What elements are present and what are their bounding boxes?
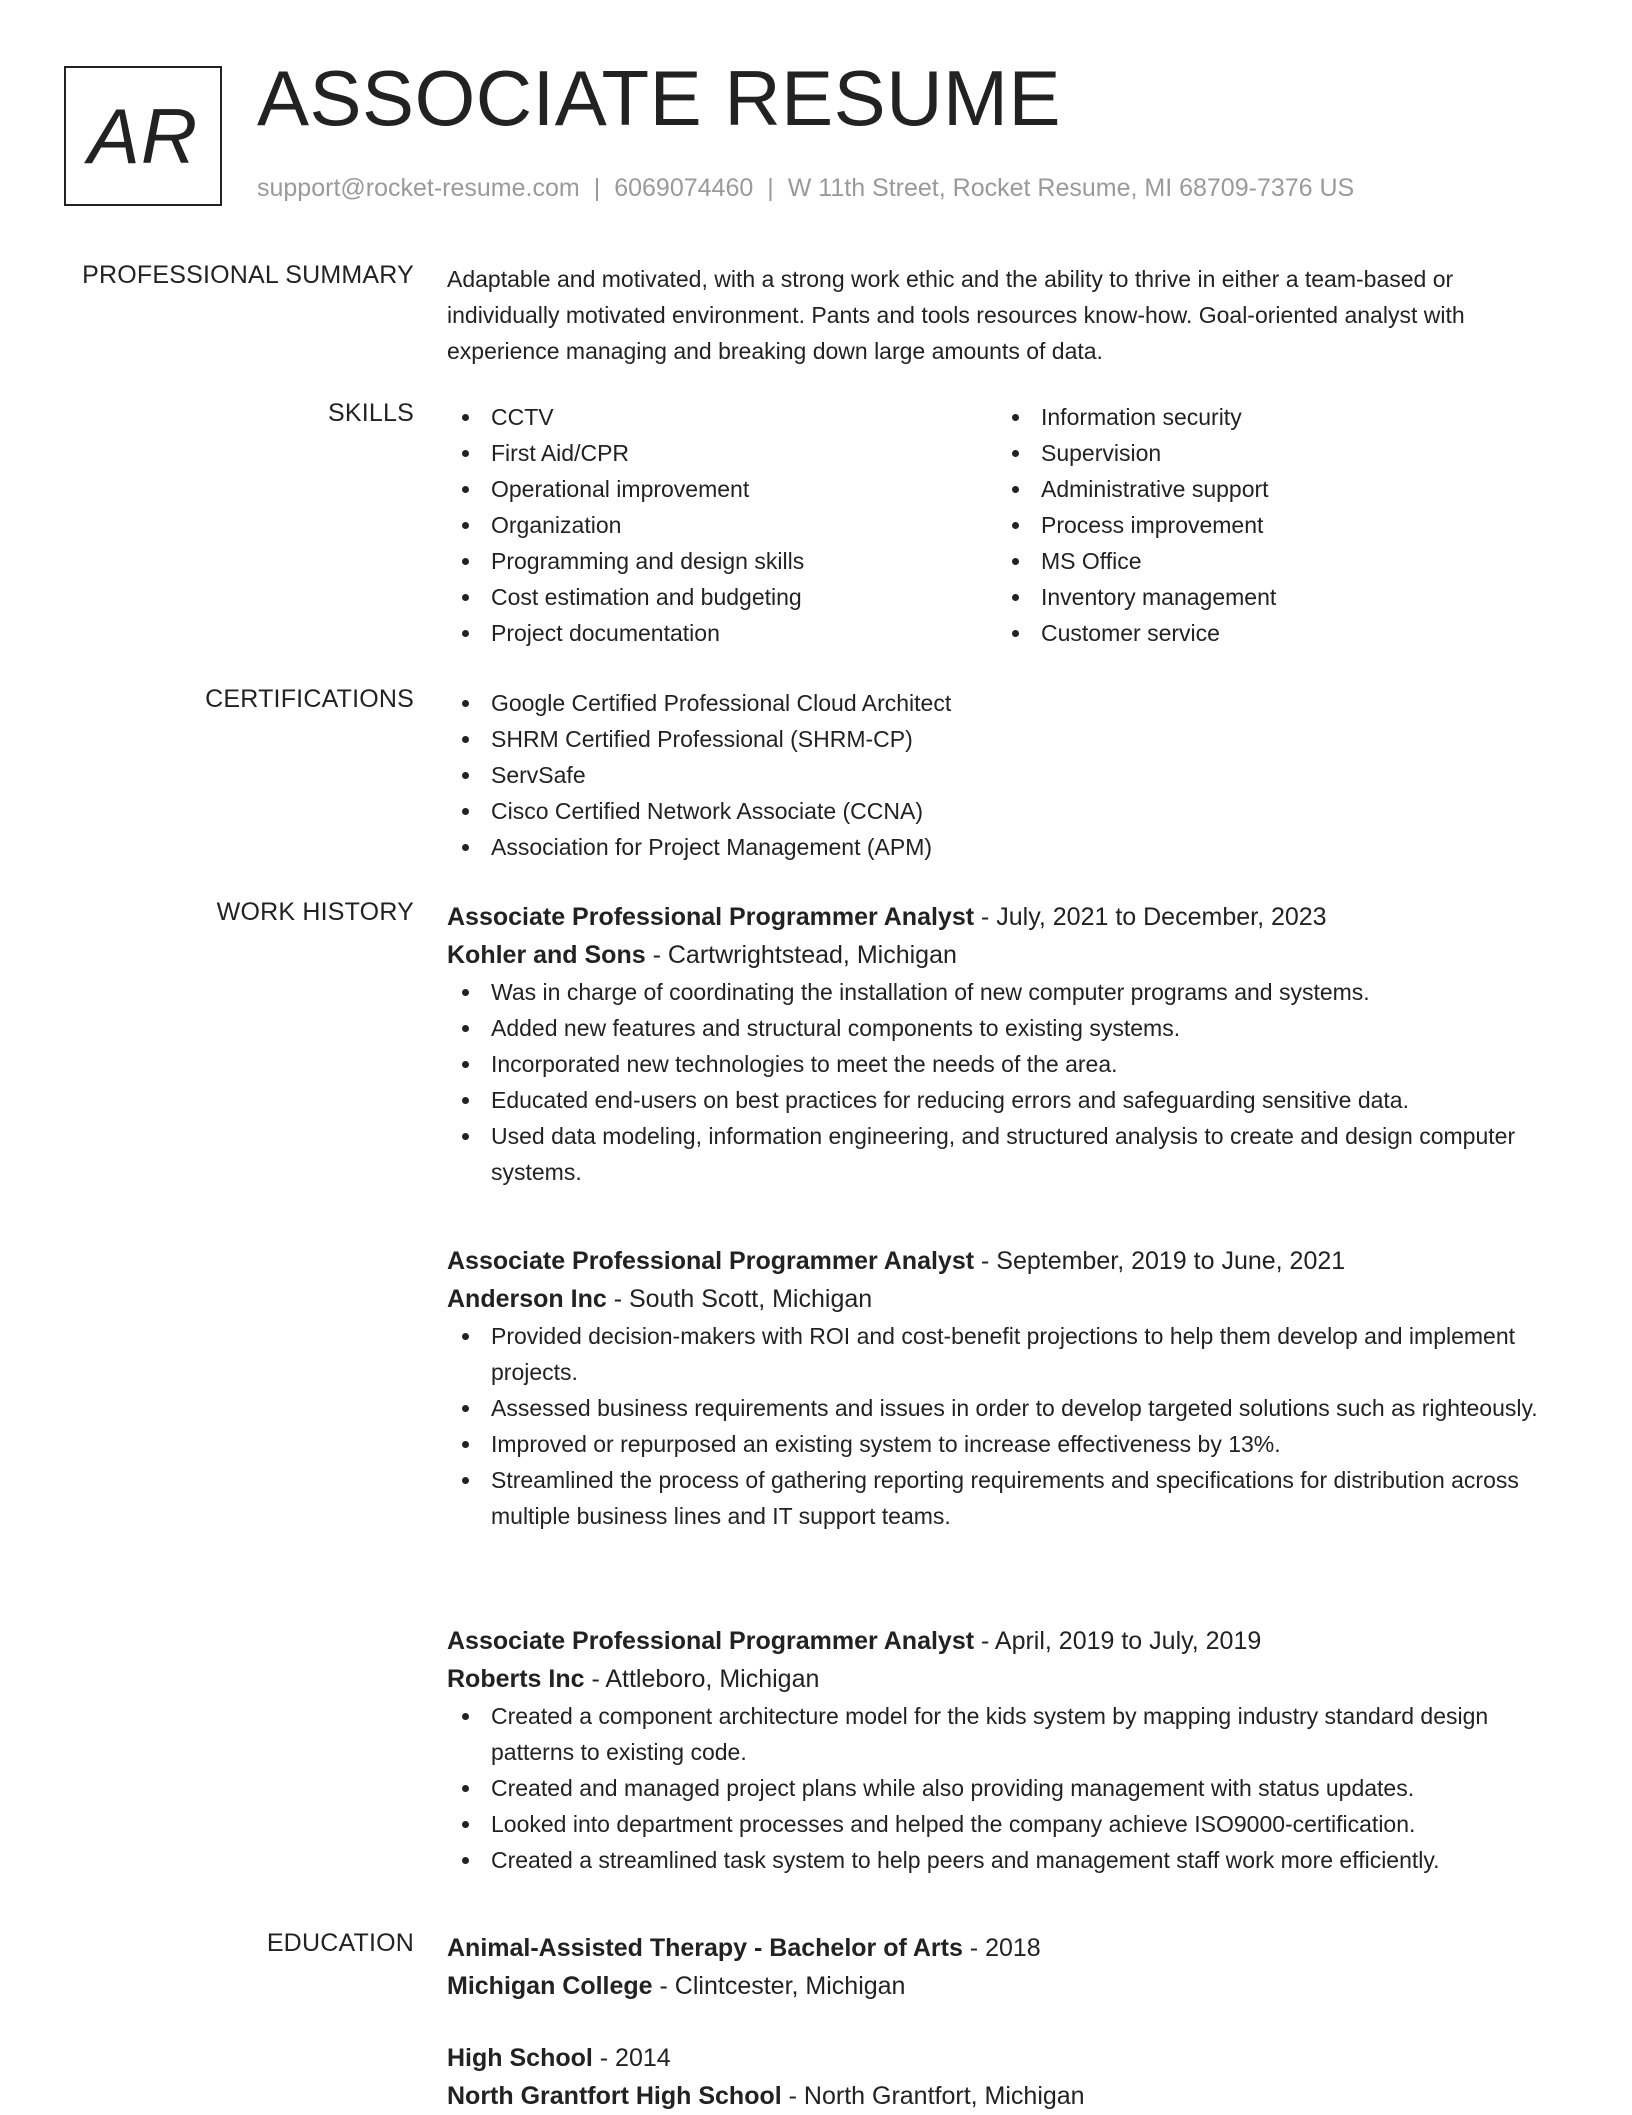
skill-item: MS Office: [997, 543, 1547, 579]
job-bullet: Assessed business requirements and issues in order to develop targeted solutions such as righteously.: [447, 1390, 1562, 1426]
job-bullet: Used data modeling, information engineering, and structured analysis to create and design computer systems.: [447, 1118, 1562, 1190]
job-dates: - July, 2021 to December, 2023: [974, 903, 1327, 931]
job-entry: [447, 1622, 1562, 1878]
job-bullets: [447, 1698, 1562, 1878]
job-bullet: Incorporated new technologies to meet the needs of the area.: [447, 1046, 1562, 1082]
job-dates: - September, 2019 to June, 2021: [974, 1247, 1346, 1275]
education-entry: [447, 1929, 1562, 2005]
contact-line: [257, 174, 1354, 203]
section-label-skills: SKILLS: [328, 399, 414, 427]
certification-item: ServSafe: [447, 757, 1562, 793]
certifications-list: [447, 685, 1562, 865]
job-bullet: Educated end-users on best practices for reducing errors and safeguarding sensitive data.: [447, 1082, 1562, 1118]
education-school: Michigan College: [447, 1972, 653, 2000]
section-label-work-history: WORK HISTORY: [216, 898, 414, 926]
job-title: Associate Professional Programmer Analyst: [447, 1247, 975, 1275]
education-degree: Animal-Assisted Therapy - Bachelor of Arts: [447, 1934, 963, 1962]
job-company: Roberts Inc: [447, 1665, 585, 1693]
job-bullet: Streamlined the process of gathering reporting requirements and specifications for distribution across multiple business lines and IT support teams.: [447, 1462, 1562, 1534]
job-company: Anderson Inc: [447, 1285, 607, 1313]
summary-text: Adaptable and motivated, with a strong work ethic and the ability to thrive in either a team-based or individually motivated environment. Pants and tools resources know-how. Goal-oriented analyst with experience managing and breaking down large amounts of data.: [447, 266, 1465, 364]
job-location: - Cartwrightstead, Michigan: [645, 941, 957, 969]
education-school: North Grantfort High School: [447, 2082, 782, 2110]
skill-item: Operational improvement: [447, 471, 997, 507]
certification-item: Association for Project Management (APM): [447, 829, 1562, 865]
certification-item: Google Certified Professional Cloud Architect: [447, 685, 1562, 721]
job-dates: - April, 2019 to July, 2019: [974, 1627, 1262, 1655]
contact-separator: |: [767, 174, 774, 202]
job-location: - South Scott, Michigan: [606, 1285, 873, 1313]
skill-item: Supervision: [997, 435, 1547, 471]
section-label-certifications: CERTIFICATIONS: [205, 685, 414, 713]
certification-item: SHRM Certified Professional (SHRM-CP): [447, 721, 1562, 757]
skill-item: First Aid/CPR: [447, 435, 997, 471]
job-title-line: [447, 898, 1562, 936]
job-bullet: Added new features and structural components to existing systems.: [447, 1010, 1562, 1046]
job-company-line: [447, 936, 1562, 974]
job-company-line: [447, 1660, 1562, 1698]
skills-list-right: [997, 399, 1547, 651]
contact-address: W 11th Street, Rocket Resume, MI 68709-7376 US: [787, 174, 1355, 202]
certification-item: Cisco Certified Network Associate (CCNA): [447, 793, 1562, 829]
skills-body: [447, 399, 1562, 651]
job-bullets: [447, 1318, 1562, 1534]
job-title: Associate Professional Programmer Analyst: [447, 1627, 975, 1655]
summary-body: [447, 261, 1562, 369]
job-bullet: Looked into department processes and helped the company achieve ISO9000-certification.: [447, 1806, 1562, 1842]
job-entry: [447, 898, 1562, 1190]
monogram-logo: AR: [64, 66, 222, 206]
certifications-body: [447, 685, 1562, 865]
job-location: - Attleboro, Michigan: [584, 1665, 820, 1693]
job-company: Kohler and Sons: [447, 941, 646, 969]
section-label-education: EDUCATION: [266, 1929, 414, 1957]
job-title-line: [447, 1622, 1562, 1660]
job-title-line: [447, 1242, 1562, 1280]
skill-item: Project documentation: [447, 615, 997, 651]
resume-name: ASSOCIATE RESUME: [257, 54, 1062, 142]
education-year: - 2018: [962, 1934, 1041, 1962]
education-degree: High School: [447, 2044, 593, 2072]
job-entry: [447, 1242, 1562, 1534]
education-degree-line: [447, 2039, 1562, 2077]
skill-item: Programming and design skills: [447, 543, 997, 579]
skills-list-left: [447, 399, 997, 651]
education-location: - Clintcester, Michigan: [652, 1972, 906, 2000]
job-bullet: Was in charge of coordinating the installation of new computer programs and systems.: [447, 974, 1562, 1010]
contact-email: support@rocket-resume.com: [257, 174, 580, 202]
job-bullet: Provided decision-makers with ROI and cost-benefit projections to help them develop and implement projects.: [447, 1318, 1562, 1390]
education-school-line: [447, 1967, 1562, 2005]
skill-item: CCTV: [447, 399, 997, 435]
contact-separator: |: [593, 174, 601, 202]
job-bullet: Improved or repurposed an existing system to increase effectiveness by 13%.: [447, 1426, 1562, 1462]
section-label-summary: PROFESSIONAL SUMMARY: [82, 261, 414, 289]
skill-item: Information security: [997, 399, 1547, 435]
education-school-line: [447, 2077, 1562, 2115]
skill-item: Customer service: [997, 615, 1547, 651]
skill-item: Inventory management: [997, 579, 1547, 615]
job-company-line: [447, 1280, 1562, 1318]
skill-item: Process improvement: [997, 507, 1547, 543]
education-entry: [447, 2039, 1562, 2115]
job-bullet: Created a component architecture model for the kids system by mapping industry standard design patterns to existing code.: [447, 1698, 1562, 1770]
education-location: - North Grantfort, Michigan: [781, 2082, 1085, 2110]
job-bullets: [447, 974, 1562, 1190]
skill-item: Organization: [447, 507, 997, 543]
education-degree-line: [447, 1929, 1562, 1967]
job-bullet: Created and managed project plans while also providing management with status updates.: [447, 1770, 1562, 1806]
skill-item: Administrative support: [997, 471, 1547, 507]
job-bullet: Created a streamlined task system to help peers and management staff work more efficiently.: [447, 1842, 1562, 1878]
skill-item: Cost estimation and budgeting: [447, 579, 997, 615]
contact-phone: 6069074460: [614, 174, 754, 202]
education-year: - 2014: [592, 2044, 671, 2072]
job-title: Associate Professional Programmer Analyst: [447, 903, 975, 931]
